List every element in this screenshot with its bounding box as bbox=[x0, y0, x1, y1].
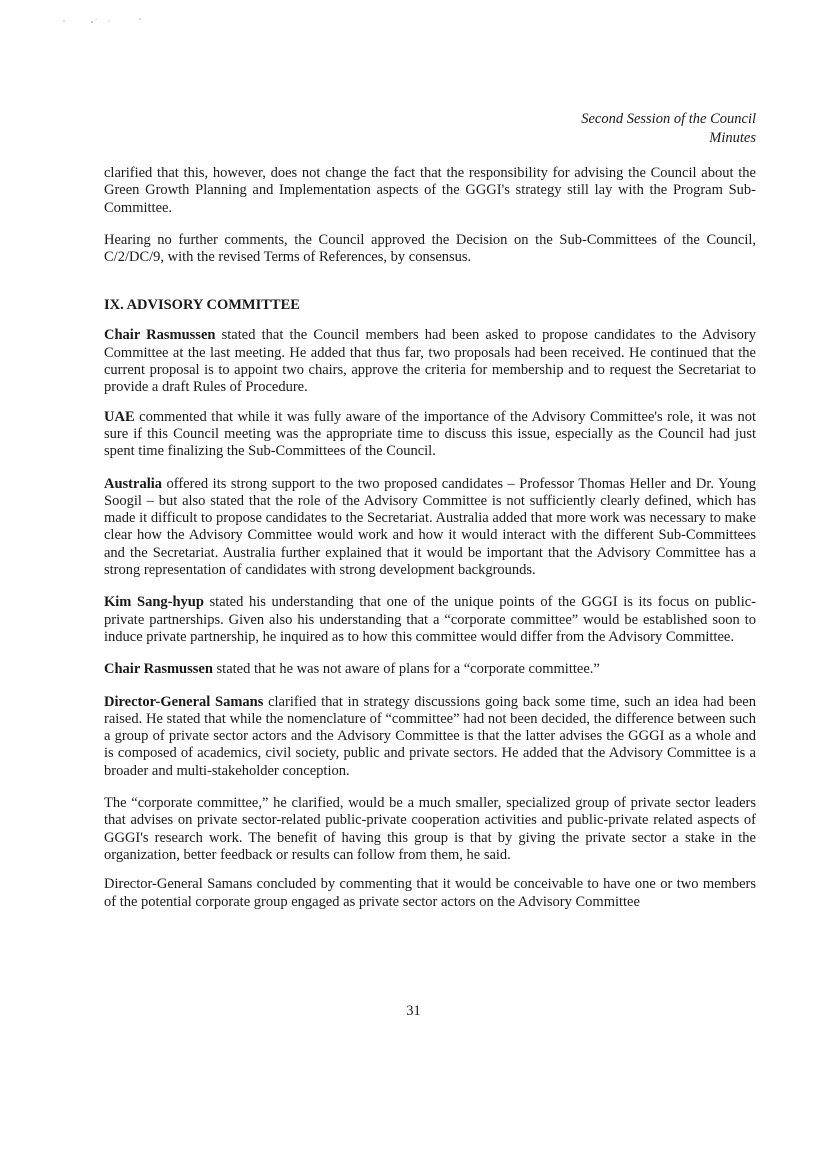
page-number: 31 bbox=[406, 1003, 421, 1019]
running-header-subtitle: Minutes bbox=[709, 130, 756, 146]
speaker-name: Chair Rasmussen bbox=[104, 327, 216, 344]
statement-text: commented that while it was fully aware of the importance of the Advisory Committee's role, it was not sure if this Council meeting was the appropriate time to discuss this issue, especially as the Council had just spent time finalizing the Sub-Committees of the Council. bbox=[104, 408, 756, 460]
running-header-title: Second Session of the Council bbox=[581, 111, 756, 127]
paragraph-conclusion: Director-General Samans concluded by commenting that it would be conceivable to have one or two members of the potential corporate group engaged as private sector actors on the Advisory Committee bbox=[104, 876, 756, 910]
statement-paragraph bbox=[104, 409, 756, 461]
document-body bbox=[104, 165, 756, 926]
statement-paragraph bbox=[104, 327, 756, 396]
statement-text: clarified that in strategy discussions going back some time, such an idea had been raised. He stated that while the nomenclature of “committee” had not been decided, the difference between such a group of private sector actors and the Advisory Committee is that the latter advises the GGGI as a whole and is composed of academics, civil society, public and private sectors. He added that the Advisory Committee is a broader and multi-stakeholder conception. bbox=[104, 693, 756, 779]
statement-paragraph bbox=[104, 476, 756, 580]
speaker-name: Director-General Samans bbox=[104, 693, 264, 710]
speaker-name: Chair Rasmussen bbox=[104, 661, 213, 678]
speaker-name: UAE bbox=[104, 408, 135, 425]
speaker-name: Kim Sang-hyup bbox=[104, 594, 204, 611]
statement-paragraph bbox=[104, 594, 756, 646]
paragraph-corporate-committee: The “corporate committee,” he clarified, would be a much smaller, specialized group of private sector leaders that advises on private sector-related public-private cooperation activities and public-private related aspects of GGGI's research work. The benefit of having this group is that by giving the private sector a stake in the organization, better feedback or results can follow from them, he said. bbox=[104, 795, 756, 863]
section-heading: IX. ADVISORY COMMITTEE bbox=[104, 297, 300, 314]
statement-text: stated that the Council members had been asked to propose candidates to the Advisory Committee at the last meeting. He added that thus far, two proposals had been received. He continued that the current proposal is to appoint two chairs, approve the criteria for membership and to request the Secretariat to provide a draft Rules of Procedure. bbox=[104, 327, 756, 396]
paragraph-approval: Hearing no further comments, the Council approved the Decision on the Sub-Committees of the Council, C/2/DC/9, with the revised Terms of References, by consensus. bbox=[104, 231, 756, 266]
running-header bbox=[581, 110, 756, 148]
paragraph-continuation: clarified that this, however, does not change the fact that the responsibility for advising the Council about the Green Growth Planning and Implementation aspects of the GGGI's strategy still lay with the Program Sub-Committee. bbox=[104, 165, 756, 216]
statement-text: stated that he was not aware of plans for a “corporate committee.” bbox=[212, 661, 600, 678]
speaker-name: Australia bbox=[104, 475, 162, 492]
scan-artifact-specks bbox=[62, 16, 152, 24]
statement-text: stated his understanding that one of the unique points of the GGGI is its focus on public-private partnerships. Given also his understanding that a “corporate committee” would be established soon to induce private partnership, he inquired as to how this committee would differ from the Advisory Committee. bbox=[104, 594, 756, 645]
statement-text: offered its strong support to the two proposed candidates – Professor Thomas Heller and Dr. Young Soogil – but also stated that the role of the Advisory Committee is not sufficiently clearly defined, which has made it difficult to propose candidates to the Secretariat. Australia added that more work was necessary to make clear how the Advisory Committee would work and how it would interact with the different Sub-Committees and the Secretariat. Australia further explained that it would be important that the Advisory Committee has a strong representation of candidates with strong development backgrounds. bbox=[104, 475, 756, 579]
statement-paragraph bbox=[104, 694, 756, 780]
statement-paragraph bbox=[104, 661, 756, 678]
